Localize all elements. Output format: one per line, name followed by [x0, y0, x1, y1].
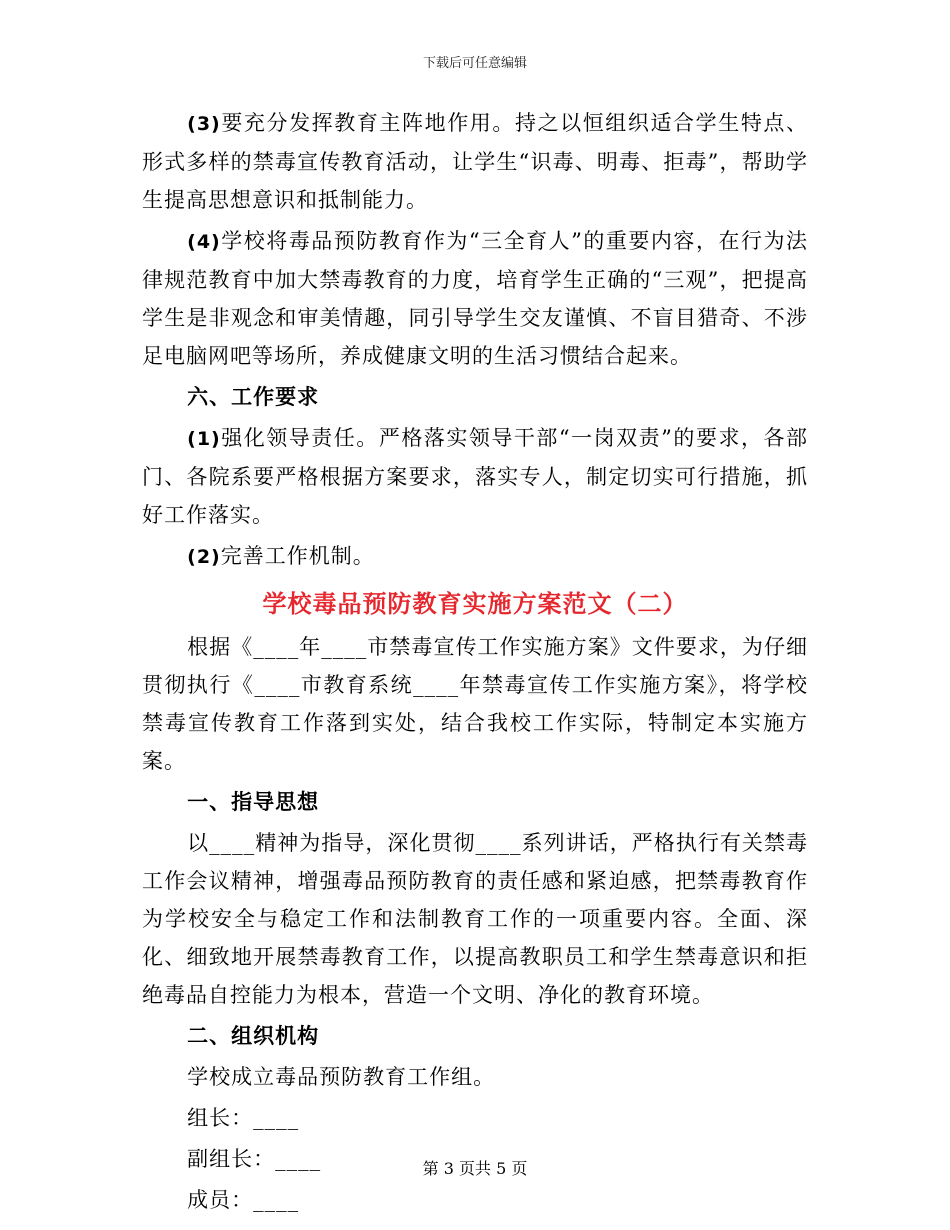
team-leader-line: 组长：____: [187, 1106, 300, 1130]
section-heading-guiding-ideology: 一、指导思想: [187, 789, 320, 814]
paragraph-text: 要充分发挥教育主阵地作用。持之以恒组织适合学生特点、形式多样的禁毒宣传教育活动，让学生“识毒、明毒、拒毒”，帮助学生提高思想意识和抵制能力。: [142, 111, 808, 212]
paragraph-text: 学校将毒品预防教育作为“三全育人”的重要内容，在行为法律规范教育中加大禁毒教育的力度，培育学生正确的“三观”，把提高学生是非观念和审美情趣，同引导学生交友谨慎、不盲目猎奇、不涉足电脑网吧等场所，养成健康文明的生活习惯结合起来。: [142, 229, 808, 368]
item-number: (4): [187, 231, 221, 253]
item-number: (2): [187, 546, 221, 568]
item-number: (3): [187, 113, 221, 135]
organization-intro: 学校成立毒品预防教育工作组。: [187, 1065, 496, 1089]
item-number: (1): [187, 428, 221, 450]
guiding-ideology-paragraph: 以____精神为指导，深化贯彻____系列讲话，严格执行有关禁毒工作会议精神，增强毒品预防教育的责任感和紧迫感，把禁毒教育作为学校安全与稳定工作和法制教育工作的一项重要内容。全面、深化、细致地开展禁毒教育工作，以提高教职员工和学生禁毒意识和拒绝毒品自控能力为根本，营造一个文明、净化的教育环境。: [142, 831, 808, 1007]
intro-paragraph: 根据《____年____市禁毒宣传工作实施方案》文件要求，为仔细贯彻执行《____市教育系统____年禁毒宣传工作实施方案》，将学校禁毒宣传教育工作落到实处，结合我校工作实际，特制定本实施方案。: [142, 635, 808, 773]
paragraph-item-4: [142, 222, 808, 375]
requirement-item-2: [142, 537, 808, 576]
page-footer: 第 3 页共 5 页: [422, 1159, 528, 1178]
paragraph-text: 完善工作机制。: [220, 544, 375, 568]
paragraph-item-3: [142, 104, 808, 219]
members-line: 成员：____: [187, 1188, 300, 1212]
deputy-leader-line: 副组长：____: [187, 1147, 322, 1171]
document-title: 学校毒品预防教育实施方案范文（二）: [262, 589, 688, 618]
requirement-item-1: [142, 419, 808, 534]
paragraph-text: 强化领导责任。严格落实领导干部“一岗双责”的要求，各部门、各院系要严格根据方案要求，落实专人，制定切实可行措施，抓好工作落实。: [142, 426, 808, 527]
page-header: 下载后可任意编辑: [422, 56, 527, 71]
section-heading-organization: 二、组织机构: [187, 1023, 320, 1048]
document-body: [142, 104, 808, 1222]
section-heading-work-requirements: 六、工作要求: [187, 384, 320, 409]
